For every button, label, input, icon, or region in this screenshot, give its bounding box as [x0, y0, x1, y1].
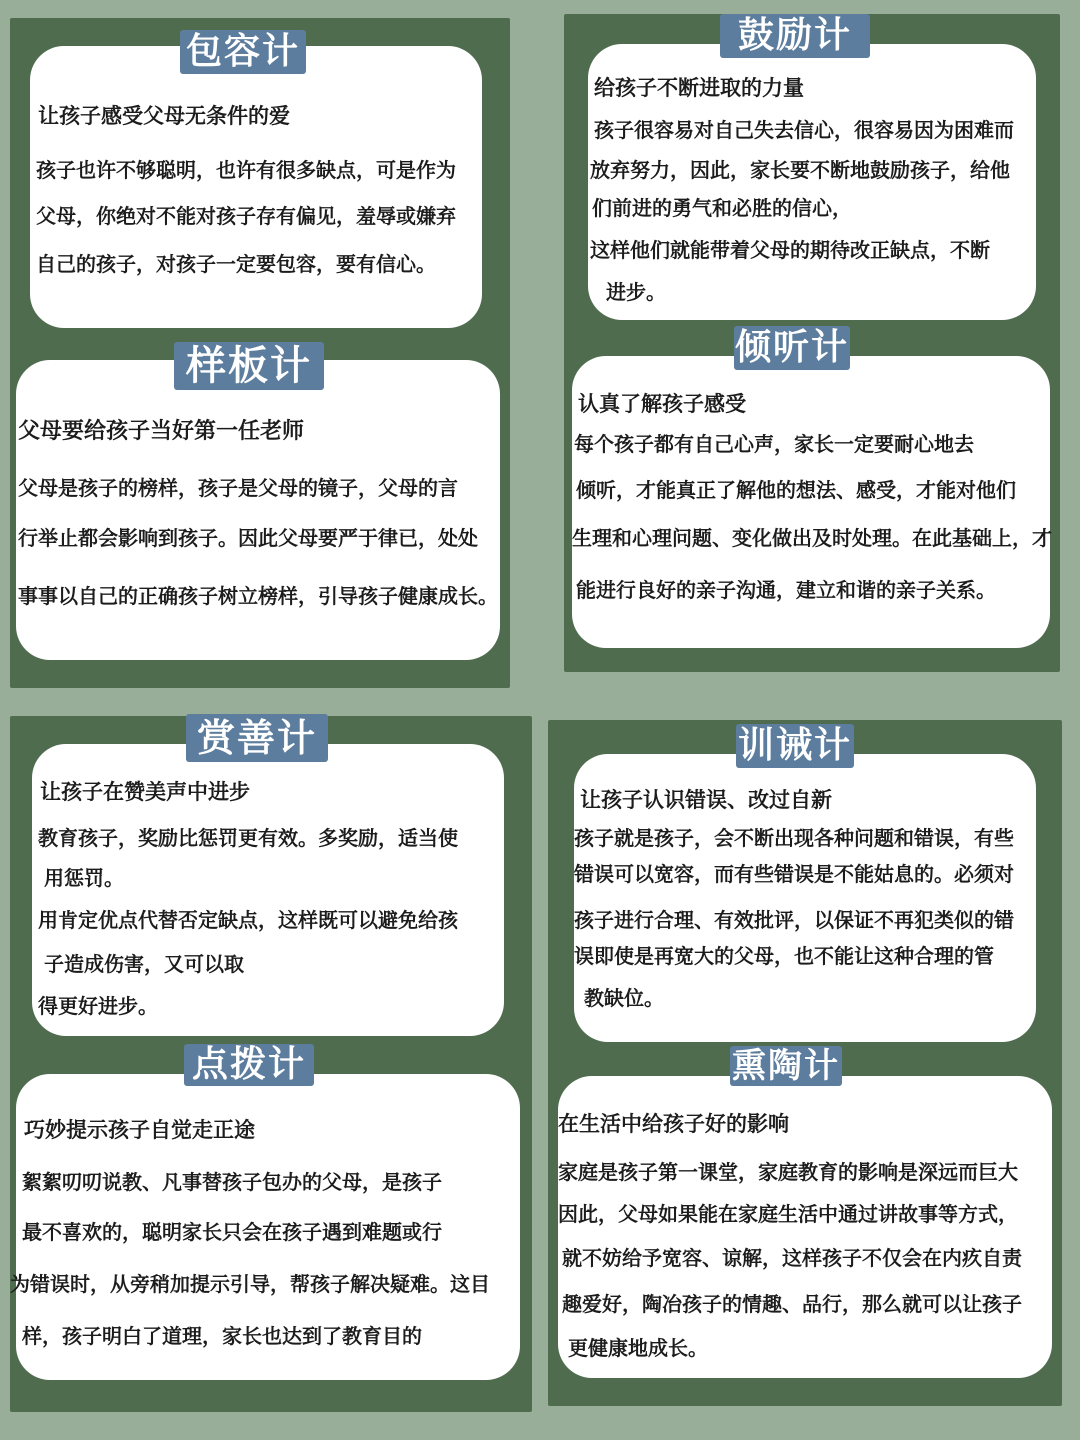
- card-praise-subtitle: 让孩子在赞美声中进步: [40, 780, 250, 804]
- card-encouragement-subtitle: 给孩子不断进取的力量: [594, 76, 804, 100]
- card-praise-line-1: 教育孩子，奖励比惩罚更有效。多奖励，适当使: [38, 826, 458, 850]
- card-listening-line-1: 每个孩子都有自己心声，家长一定要耐心地去: [574, 432, 974, 456]
- card-listening-subtitle: 认真了解孩子感受: [578, 392, 746, 416]
- card-guidance-line-3: 为错误时，从旁稍加提示引导，帮孩子解决疑难。这目: [10, 1272, 490, 1296]
- card-nurturing-subtitle: 在生活中给孩子好的影响: [558, 1112, 789, 1136]
- card-praise-title: 赏善计: [186, 714, 328, 762]
- card-guidance-subtitle: 巧妙提示孩子自觉走正途: [24, 1118, 255, 1142]
- card-nurturing-line-2: 因此，父母如果能在家庭生活中通过讲故事等方式，: [558, 1202, 1018, 1226]
- card-guidance-line-1: 絮絮叨叨说教、凡事替孩子包办的父母，是孩子: [22, 1170, 442, 1194]
- card-praise-line-3: 用肯定优点代替否定缺点，这样既可以避免给孩: [38, 908, 458, 932]
- card-admonition-line-1: 孩子就是孩子，会不断出现各种问题和错误，有些: [574, 826, 1014, 850]
- card-nurturing-line-5: 更健康地成长。: [568, 1336, 708, 1360]
- card-nurturing-line-4: 趣爱好，陶冶孩子的情趣、品行，那么就可以让孩子: [562, 1292, 1022, 1316]
- card-admonition-line-3: 孩子进行合理、有效批评，以保证不再犯类似的错: [574, 908, 1014, 932]
- card-guidance-line-2: 最不喜欢的，聪明家长只会在孩子遇到难题或行: [22, 1220, 442, 1244]
- card-praise-line-5: 得更好进步。: [38, 994, 158, 1018]
- card-admonition-line-4: 误即使是再宽大的父母，也不能让这种合理的管: [574, 944, 994, 968]
- card-encouragement-line-3: 们前进的勇气和必胜的信心，: [592, 196, 852, 220]
- card-inclusion-line-3: 自己的孩子，对孩子一定要包容，要有信心。: [36, 252, 436, 276]
- card-guidance-line-4: 样，孩子明白了道理，家长也达到了教育目的: [22, 1324, 422, 1348]
- card-inclusion: [30, 46, 482, 328]
- card-admonition-line-5: 教缺位。: [584, 986, 664, 1010]
- card-role-model: [16, 360, 500, 660]
- card-encouragement-line-1: 孩子很容易对自己失去信心，很容易因为困难而: [594, 118, 1014, 142]
- card-nurturing-line-3: 就不妨给予宽容、谅解，这样孩子不仅会在内疚自责: [562, 1246, 1022, 1270]
- card-listening-line-2: 倾听，才能真正了解他的想法、感受，才能对他们: [576, 478, 1016, 502]
- card-admonition-title: 训诫计: [737, 725, 852, 766]
- card-praise-line-2: 用惩罚。: [44, 866, 124, 890]
- card-encouragement-line-4: 这样他们就能带着父母的期待改正缺点，不断: [590, 238, 990, 262]
- card-inclusion-title: 包容计: [180, 30, 306, 74]
- card-praise-line-4: 子造成伤害，又可以取: [44, 952, 244, 976]
- card-role-model-title: 样板计: [174, 342, 324, 390]
- card-encouragement-line-2: 放弃努力，因此，家长要不断地鼓励孩子，给他: [590, 158, 1010, 182]
- card-nurturing-title: 熏陶计: [732, 1046, 840, 1086]
- card-encouragement-line-5: 进步。: [606, 280, 666, 304]
- card-inclusion-line-2: 父母，你绝对不能对孩子存有偏见，羞辱或嫌弃: [36, 204, 456, 228]
- card-role-model-subtitle: 父母要给孩子当好第一任老师: [18, 419, 305, 444]
- card-admonition-subtitle: 让孩子认识错误、改过自新: [580, 788, 832, 812]
- card-listening-line-4: 能进行良好的亲子沟通，建立和谐的亲子关系。: [576, 578, 996, 602]
- card-guidance-title: 点拨计: [184, 1044, 314, 1086]
- card-inclusion-line-1: 孩子也许不够聪明，也许有很多缺点，可是作为: [36, 158, 456, 182]
- card-role-model-line-2: 行举止都会影响到孩子。因此父母要严于律已，处处: [18, 526, 478, 550]
- card-admonition-line-2: 错误可以宽容，而有些错误是不能姑息的。必须对: [574, 862, 1014, 886]
- card-role-model-line-3: 事事以自己的正确孩子树立榜样，引导孩子健康成长。: [18, 584, 498, 608]
- card-listening-title: 倾听计: [734, 327, 849, 368]
- card-role-model-line-1: 父母是孩子的榜样，孩子是父母的镜子，父母的言: [18, 476, 458, 500]
- card-encouragement-title: 鼓励计: [720, 14, 870, 58]
- card-nurturing-line-1: 家庭是孩子第一课堂，家庭教育的影响是深远而巨大: [558, 1160, 1018, 1184]
- card-inclusion-subtitle: 让孩子感受父母无条件的爱: [38, 104, 290, 128]
- card-listening-line-3: 生理和心理问题、变化做出及时处理。在此基础上，才: [572, 526, 1052, 550]
